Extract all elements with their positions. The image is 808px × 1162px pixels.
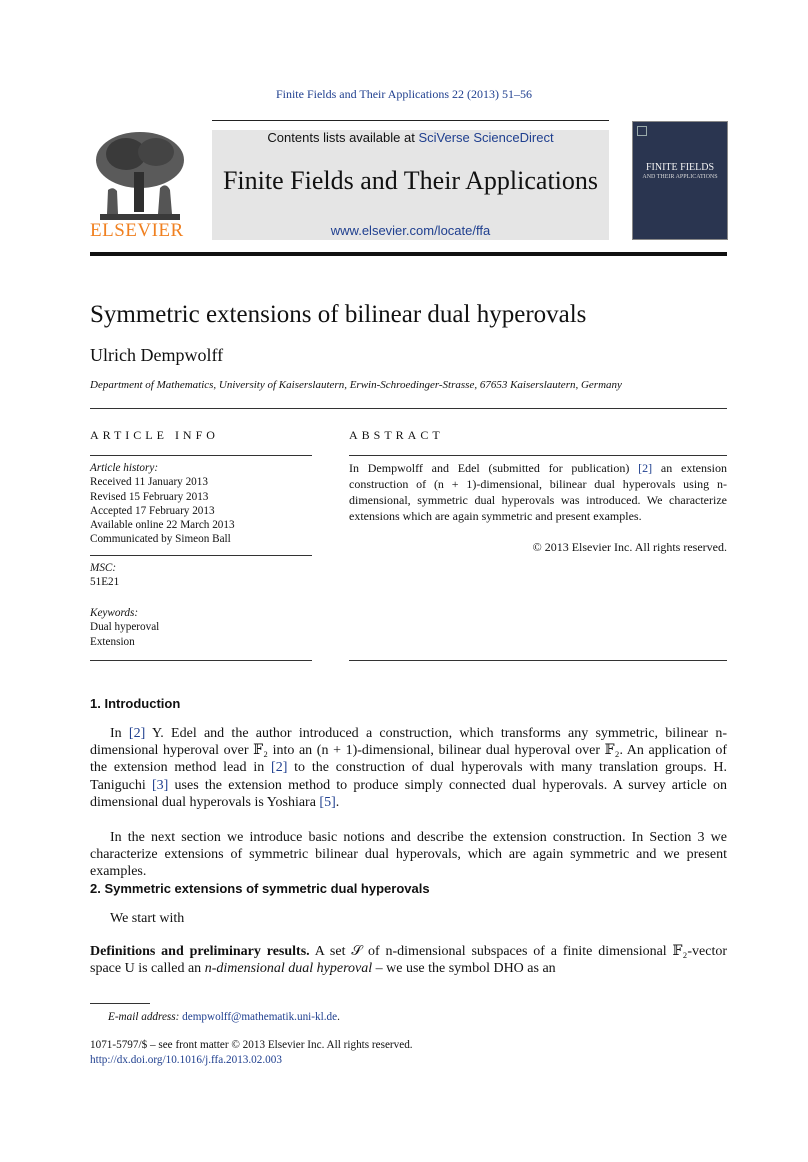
keyword: Extension: [90, 635, 135, 648]
history-item: Revised 15 February 2013: [90, 490, 209, 503]
abstract-text: [349, 460, 727, 524]
author-name: Ulrich Dempwolff: [90, 345, 224, 365]
history-item: Accepted 17 February 2013: [90, 504, 215, 517]
journal-reference[interactable]: Finite Fields and Their Applications 22 (2013) 51–56: [275, 87, 533, 101]
msc-block: [90, 561, 312, 590]
text-run: .: [335, 794, 340, 810]
abstract-rule: [349, 455, 727, 456]
paper-title: Symmetric extensions of bilinear dual hyperovals: [90, 301, 587, 328]
history-label: Article history:: [90, 462, 159, 474]
keyword: Dual hyperoval: [90, 621, 160, 634]
reference-link[interactable]: [2]: [128, 726, 146, 741]
cover-emblem-icon: [637, 126, 647, 136]
text-run: We start with: [110, 911, 185, 926]
header-thick-rule: [90, 252, 727, 256]
keywords-block: [90, 606, 312, 649]
article-info-rule: [90, 455, 312, 456]
journal-cover: [632, 121, 728, 240]
intro-paragraph-2: [90, 829, 727, 881]
text-run: Y. Edel and the author introduced a construction, which transforms any symmetric, bilinear n-dimensional hyperoval over 𝔽₂ into an (n + 1)-dimensional, bilinear dual hyperoval over 𝔽₂. An application of the extension method lead in: [90, 726, 727, 776]
cover-title: FINITE FIELDS: [645, 162, 715, 173]
text-run: uses the extension method to produce simply connected dual hyperovals. A survey article on dimensional dual hyperovals is Yoshiara: [90, 777, 727, 810]
keywords-label: Keywords:: [90, 607, 139, 619]
contents-line: [212, 130, 609, 145]
article-history: [90, 461, 312, 547]
article-info-bottom-rule: [90, 660, 312, 661]
defined-term: n-dimensional dual hyperoval: [204, 961, 373, 977]
publisher-logo-text: ELSEVIER: [90, 220, 184, 241]
text-run: – we use the symbol DHO as an: [372, 961, 556, 977]
history-rule: [90, 555, 312, 556]
run-in-heading: Definitions and preliminary results.: [90, 944, 310, 959]
article-info-heading: ARTICLE INFO: [90, 428, 219, 442]
journal-url-link[interactable]: www.elsevier.com/locate/ffa: [330, 223, 491, 238]
cover-subtitle: AND THEIR APPLICATIONS: [642, 174, 718, 180]
contents-prefix: Contents lists available at: [267, 130, 419, 145]
history-item: Received 11 January 2013: [90, 476, 208, 489]
abstract-copyright: © 2013 Elsevier Inc. All rights reserved.: [532, 540, 727, 554]
history-item: Communicated by Simeon Ball: [90, 533, 231, 546]
abstract-text-part: an extension construction of (n + 1)-dimensional, bilinear dual hyperovals using n-dimensional, symmetric dual hyperovals was introduced. We characterize extensions which are again symmetric and present examples.: [349, 461, 728, 523]
section-1-heading: 1. Introduction: [90, 696, 181, 711]
email-link[interactable]: dempwolff@mathematik.uni-kl.de: [182, 1011, 338, 1023]
abstract-text-part: In Dempwolff and Edel (submitted for publication): [349, 461, 639, 475]
history-item: Available online 22 March 2013: [90, 519, 235, 532]
reference-link[interactable]: [2]: [638, 461, 653, 475]
journal-title: Finite Fields and Their Applications: [222, 166, 599, 195]
section-2-paragraph-1: [90, 910, 727, 927]
definitions-paragraph: [90, 943, 727, 977]
reference-link[interactable]: [5]: [319, 794, 336, 810]
text-run: A set 𝒮 of n-dimensional subspaces of a finite dimensional 𝔽₂-vector space U is called an: [90, 944, 727, 977]
text-run: to the construction of dual hyperovals with many translation groups. H. Taniguchi: [90, 760, 727, 793]
header-rule: [212, 120, 609, 121]
author-affiliation: Department of Mathematics, University of Kaiserslautern, Erwin-Schroedinger-Strasse, 67653 Kaiserslautern, Germany: [90, 379, 622, 391]
title-divider: [90, 408, 727, 409]
issn-line: 1071-5797/$ – see front matter © 2013 Elsevier Inc. All rights reserved.: [90, 1039, 413, 1051]
section-2-heading: 2. Symmetric extensions of symmetric dual hyperovals: [90, 881, 430, 896]
email-label: E-mail address:: [108, 1011, 183, 1023]
reference-link[interactable]: [2]: [271, 760, 288, 776]
reference-link[interactable]: [3]: [152, 777, 169, 793]
sciencedirect-link[interactable]: SciVerse ScienceDirect: [418, 130, 554, 145]
intro-paragraph-1: [90, 725, 727, 811]
elsevier-tree-logo: [90, 128, 190, 222]
msc-label: MSC:: [90, 562, 117, 574]
text-run: In: [110, 726, 129, 741]
abstract-heading: ABSTRACT: [349, 428, 444, 442]
msc-code: 51E21: [90, 576, 120, 589]
footnote-rule: [90, 1003, 150, 1004]
text-run: In the next section we introduce basic notions and describe the extension construction. In Section 3 we characterize extensions of symmetric bilinear dual hyperovals, which are again symmetric and we present examples.: [90, 830, 727, 880]
abstract-bottom-rule: [349, 660, 727, 661]
doi-link[interactable]: http://dx.doi.org/10.1016/j.ffa.2013.02.003: [90, 1054, 282, 1066]
text-run: .: [337, 1011, 340, 1023]
email-footnote: [108, 1010, 340, 1024]
